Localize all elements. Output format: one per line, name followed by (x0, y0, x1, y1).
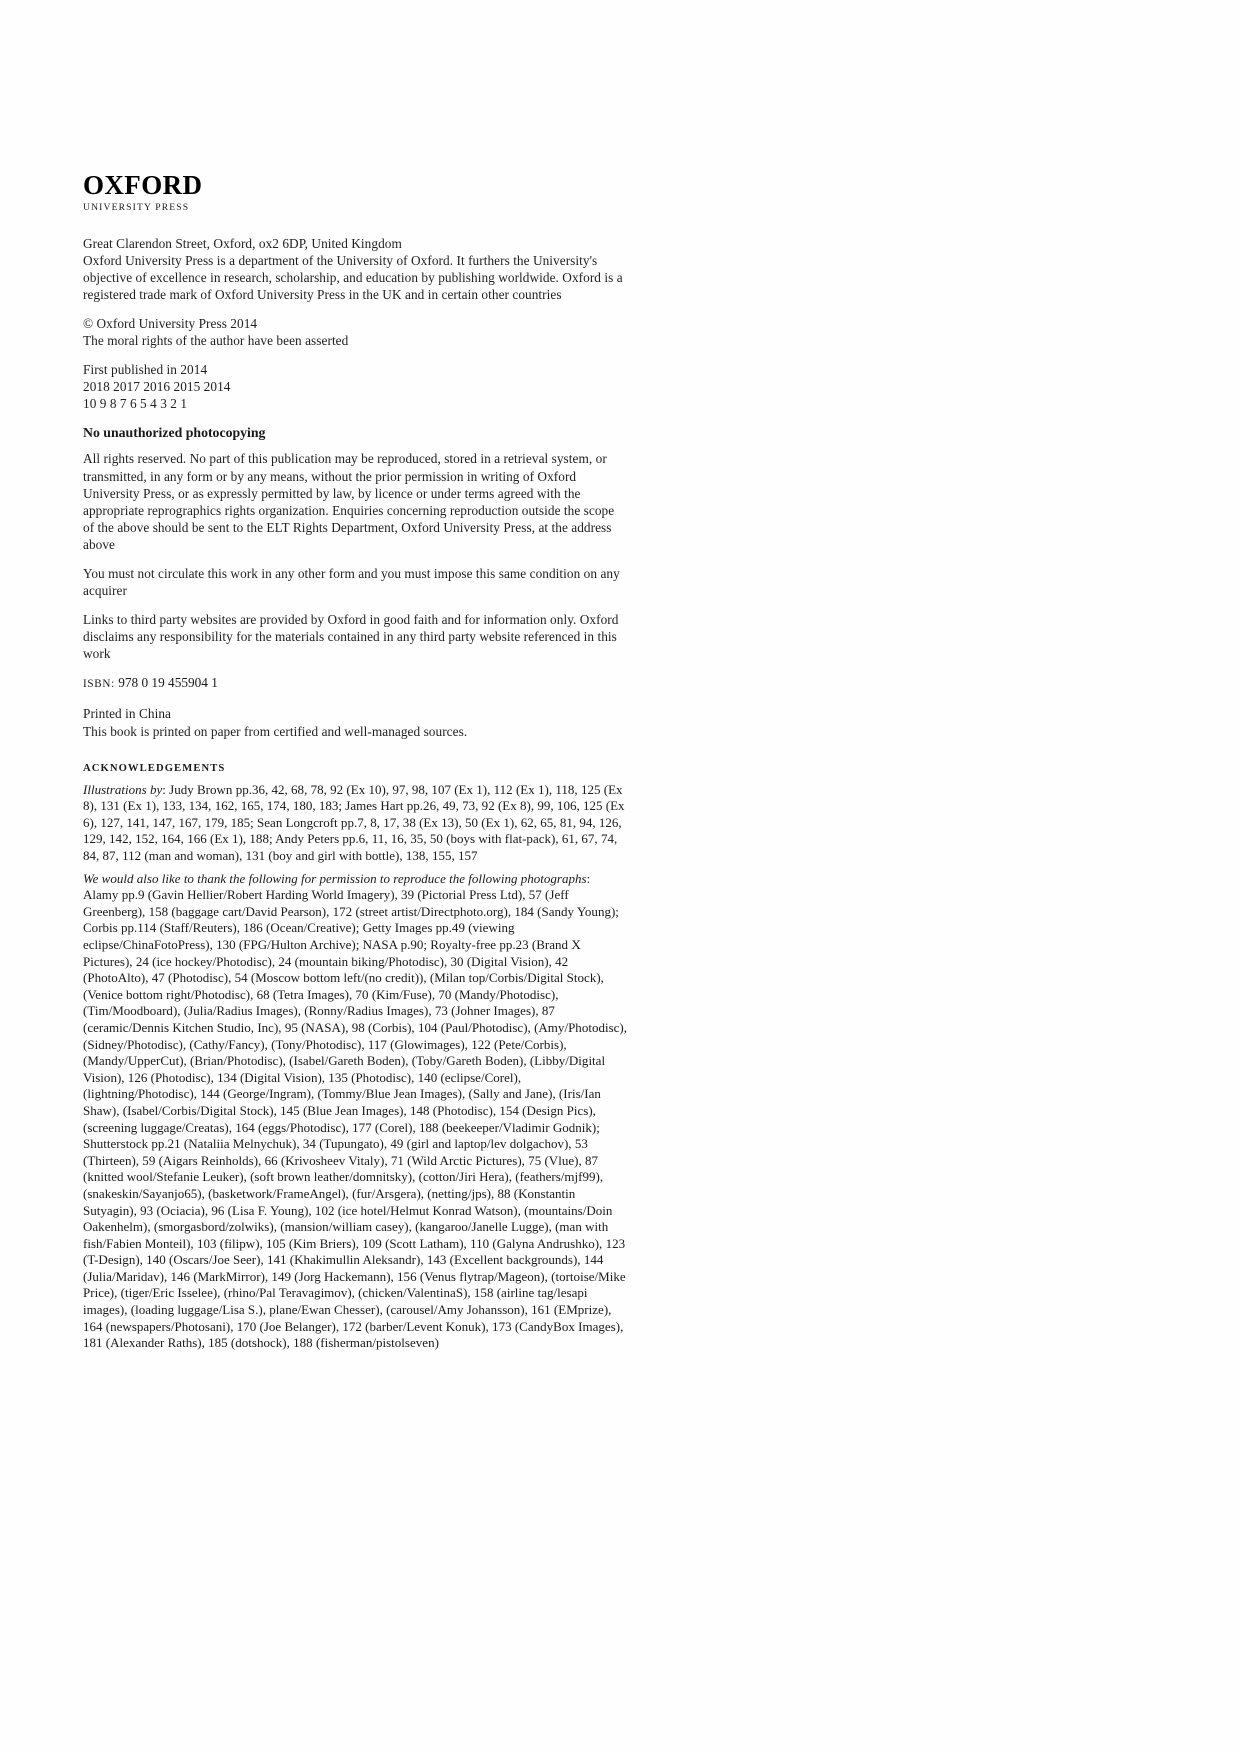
no-photocopying-heading: No unauthorized photocopying (83, 425, 266, 441)
paper-sourcing-note: This book is printed on paper from certified and well-managed sources. (83, 723, 468, 739)
copyright-line: © Oxford University Press 2014 (83, 315, 258, 331)
logo-subtitle: UNIVERSITY PRESS (83, 202, 190, 213)
moral-rights-line: The moral rights of the author have been asserted (83, 333, 349, 349)
photograph-credits-text: : Alamy pp.9 (Gavin Hellier/Robert Harding World Imagery), 39 (Pictorial Press Ltd), 57 (Jeff Greenberg), 158 (baggage cart/David Pearson), 172 (street artist/Directphoto.org), 184 (Sandy Young); Corbis pp.114 (Staff/Reuters), 186 (Ocean/Creative); Getty Images pp.49 (viewing eclipse/ChinaFotoPress), 130 (FPG/Hulton Archive); NASA p.90; Royalty-free pp.23 (Brand X Pictures), 24 (ice hockey/Photodisc), 24 (mountain biking/Photodisc), 30 (Digital Vision), 42 (PhotoAlto), 47 (Photodisc), 54 (Moscow bottom left/(no credit)), (Milan top/Corbis/Digital Stock), (Venice bottom right/Photodisc), 68 (Tetra Images), 70 (Kim/Fuse), 70 (Mandy/Photodisc), (Tim/Moodboard), (Julia/Radius Images), (Ronny/Radius Images), 73 (Johner Images), 87 (ceramic/Dennis Kitchen Studio, Inc), 95 (NASA), 98 (Corbis), 104 (Paul/Photodisc), (Amy/Photodisc), (Sidney/Photodisc), (Cathy/Fancy), (Tony/Photodisc), 117 (Glowimages), 122 (Pete/Corbis), (Mandy/UpperCut), (Brian/Photodisc), (Isabel/Gareth Boden), (Toby/Gareth Boden), (Libby/Digital Vision), 126 (Photodisc), 134 (Digital Vision), 135 (Photodisc), 140 (eclipse/Corel), (lightning/Photodisc), 144 (George/Ingram), (Tommy/Blue Jean Images), (Sally and Jane), (Iris/Ian Shaw), (Isabel/Corbis/Digital Stock), 145 (Blue Jean Images), 148 (Photodisc), 154 (Design Pics), (screening luggage/Creatas), 164 (eggs/Photodisc), 177 (Corel), 188 (beekeeper/Vladimir Godnik); Shutterstock pp.21 (Nataliia Melnychuk), 34 (Tupungato), 49 (girl and laptop/lev dolgachov), 53 (Thirteen), 59 (Aigars Reinholds), 66 (Krivosheev Vitaly), 71 (Wild Arctic Pictures), 75 (Vlue), 87 (knitted wool/Stefanie Leuker), (soft brown leather/domnitsky), (cotton/Jiri Hera), (feathers/mjf99), (snakeskin/Sayanjo65), (basketwork/FrameAngel), (fur/Arsgera), (netting/jps), 88 (Konstantin Sutyagin), 93 (Ociacia), 96 (Lisa F. Young), 102 (ice hotel/Helmut Konrad Watson), (mountains/Doin Oakenhelm), (smorgasbord/zolwiks), (mansion/william casey), (kangaroo/Janelle Lugge), (man with fish/Fabien Monteil), 103 (filipw), 105 (Kim Briers), 109 (Scott Latham), 110 (Galyna Andrushko), 123 (T-Design), 140 (Oscars/Joe Seer), 141 (Khakimullin Aleksandr), 143 (Excellent backgrounds), 144 (Julia/Maridav), 146 (MarkMirror), 149 (Jorg Hackemann), 156 (Venus flytrap/Mageon), (tortoise/Mike Price), (tiger/Eric Isselee), (rhino/Pal Teravagimov), (chicken/ValentinaS), 158 (airline tag/lesapi images), (loading luggage/Lisa S.), plane/Ewan Chesser), (carousel/Amy Johansson), 161 (EMprize), 164 (newspapers/Photosani), 170 (Joe Belanger), 172 (barber/Levent Konuk), 173 (CandyBox Images), 181 (Alexander Raths), 185 (dotshock), 188 (fisherman/pistolseven) (83, 870, 628, 1351)
printing-years-line: 2018 2017 2016 2015 2014 (83, 379, 231, 395)
isbn-line (83, 674, 628, 693)
third-party-links-paragraph: Links to third party websites are provided by Oxford in good faith and for information only. Oxford disclaims any responsibility for the materials contained in any third party website referenced in this work (83, 612, 619, 662)
imprint-content (83, 172, 628, 1358)
illustrations-credits (83, 782, 628, 865)
no-circulation-paragraph: You must not circulate this work in any other form and you must impose this same condition on any acquirer (83, 566, 620, 599)
acknowledgements-heading: ACKNOWLEDGEMENTS (83, 762, 226, 774)
all-rights-reserved-paragraph: All rights reserved. No part of this publication may be reproduced, stored in a retrieval system, or transmitted, in any form or by any means, without the prior permission in writing of Oxford University Press, or as expressly permitted by law, by licence or under terms agreed with the appropriate reprographics rights organization. Enquiries concerning reproduction outside the scope of the above should be sent to the ELT Rights Department, Oxford University Press, at the address above (83, 451, 615, 552)
illustrations-credits-text: : Judy Brown pp.36, 42, 68, 78, 92 (Ex 10), 97, 98, 107 (Ex 1), 112 (Ex 1), 118, 125 (Ex 8), 131 (Ex 1), 133, 134, 162, 165, 174, 180, 183; James Hart pp.26, 49, 73, 92 (Ex 8), 99, 106, 125 (Ex 6), 127, 141, 147, 167, 179, 185; Sean Longcroft pp.7, 8, 17, 38 (Ex 13), 50 (Ex 1), 62, 65, 81, 94, 126, 129, 142, 152, 164, 166 (Ex 1), 188; Andy Peters pp.6, 11, 16, 35, 50 (boys with flat-pack), 61, 67, 74, 84, 87, 112 (man and woman), 131 (boy and girl with bottle), 138, 155, 157 (83, 781, 625, 864)
illustrations-credits-label: Illustrations by (83, 781, 163, 797)
photograph-credits-label: We would also like to thank the following for permission to reproduce the following photographs (83, 870, 587, 886)
publisher-department-statement: Oxford University Press is a department of the University of Oxford. It furthers the University's objective of excellence in research, scholarship, and education by publishing worldwide. Oxford is a registered trade mark of Oxford University Press in the UK and in certain other countries (83, 252, 623, 302)
isbn-label: ISBN: (83, 678, 115, 691)
printed-in-line: Printed in China (83, 706, 171, 722)
first-published-line: First published in 2014 (83, 362, 208, 378)
logo-wordmark: OXFORD (83, 170, 203, 200)
publisher-address: Great Clarendon Street, Oxford, ox2 6DP, United Kingdom (83, 235, 402, 251)
impression-number-line: 10 9 8 7 6 5 4 3 2 1 (83, 396, 188, 412)
oxford-university-press-logo (83, 172, 628, 213)
isbn-value: 978 0 19 455904 1 (118, 675, 218, 691)
photograph-credits (83, 871, 628, 1352)
